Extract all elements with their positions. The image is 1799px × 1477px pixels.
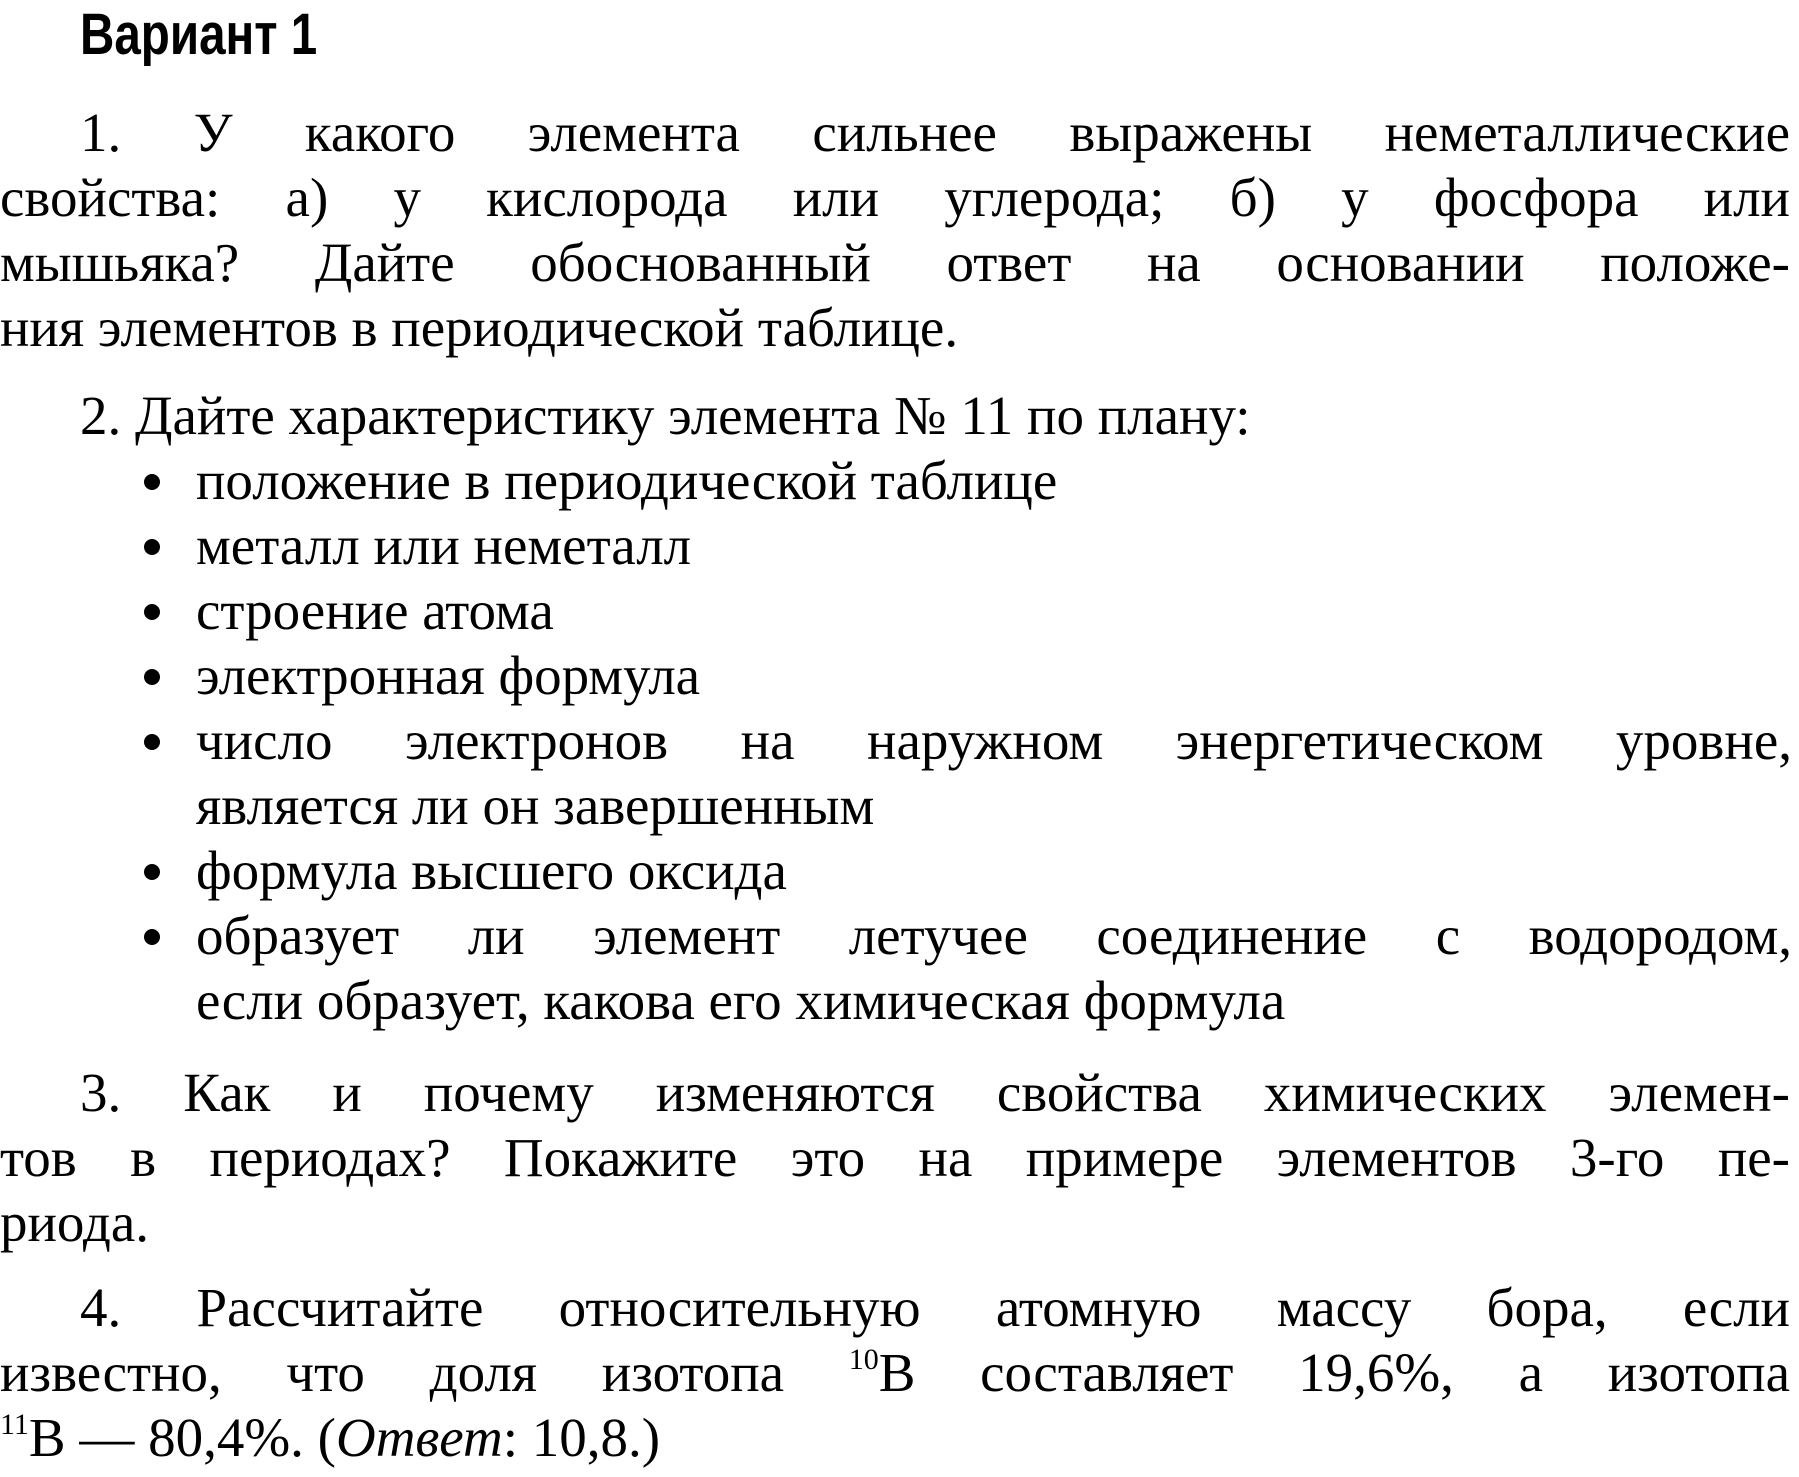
question-3-line: тов в периодах? Покажите это на примере элементов 3-го пе- <box>0 1127 1790 1188</box>
bullet-icon <box>144 539 160 555</box>
question-4-line: 4. Рассчитайте относительную атомную массу бора, если <box>80 1277 1790 1338</box>
plan-item <box>140 643 1792 708</box>
question-4-line <box>0 1340 1790 1405</box>
plan-item <box>140 708 1792 838</box>
plan-item <box>140 513 1792 578</box>
plan-item <box>140 448 1792 513</box>
plan-item-text: формула высшего оксида <box>196 840 787 901</box>
plan-item-text: электронная формула <box>196 645 701 706</box>
question-1-line: 1. У какого элемента сильнее выражены неметаллические <box>80 102 1790 163</box>
bullet-icon <box>144 734 160 750</box>
plan-item-text: если образует, какова его химическая формула <box>196 970 1286 1031</box>
question-4-text: : 10,8.) <box>502 1407 661 1468</box>
plan-item-text: является ли он завершенным <box>196 775 875 836</box>
question-3-line: 3. Как и почему изменяются свойства химических элемен- <box>80 1062 1790 1123</box>
question-3-line: риода. <box>0 1192 149 1253</box>
question-2-plan-list <box>140 448 1792 1033</box>
bullet-icon <box>144 604 160 620</box>
question-4-line <box>0 1405 1790 1470</box>
isotope-mass-number: 11 <box>0 1408 29 1441</box>
isotope-mass-number: 10 <box>848 1343 879 1376</box>
question-2-heading: 2. Дайте характеристику элемента № 11 по плану: <box>80 385 1251 446</box>
bullet-icon <box>144 929 160 945</box>
question-4-text: В — 80,4%. ( <box>28 1407 336 1468</box>
question-1 <box>0 100 1790 360</box>
question-1-line: мышьяка? Дайте обоснованный ответ на основании положе- <box>0 232 1790 293</box>
plan-item-text: число электронов на наружном энергетическом уровне, <box>196 710 1792 771</box>
plan-item-text: строение атома <box>196 580 554 641</box>
plan-item <box>140 838 1792 903</box>
question-3 <box>0 1060 1790 1255</box>
question-4 <box>0 1275 1790 1470</box>
variant-title: Вариант 1 <box>80 2 318 67</box>
answer-label: Ответ <box>335 1407 503 1468</box>
question-4-text: известно, что доля изотопа <box>0 1342 849 1403</box>
bullet-icon <box>144 474 160 490</box>
plan-item-text: положение в периодической таблице <box>196 450 1058 511</box>
plan-item <box>140 578 1792 643</box>
question-1-line: свойства: а) у кислорода или углерода; б) у фосфора или <box>0 167 1790 228</box>
plan-item-text: металл или неметалл <box>196 515 692 576</box>
plan-item <box>140 903 1792 1033</box>
plan-item-text: образует ли элемент летучее соединение с водородом, <box>196 905 1792 966</box>
question-4-text: В составляет 19,6%, а изотопа <box>878 1342 1790 1403</box>
bullet-icon <box>144 864 160 880</box>
question-1-line: ния элементов в периодической таблице. <box>0 297 959 358</box>
bullet-icon <box>144 669 160 685</box>
